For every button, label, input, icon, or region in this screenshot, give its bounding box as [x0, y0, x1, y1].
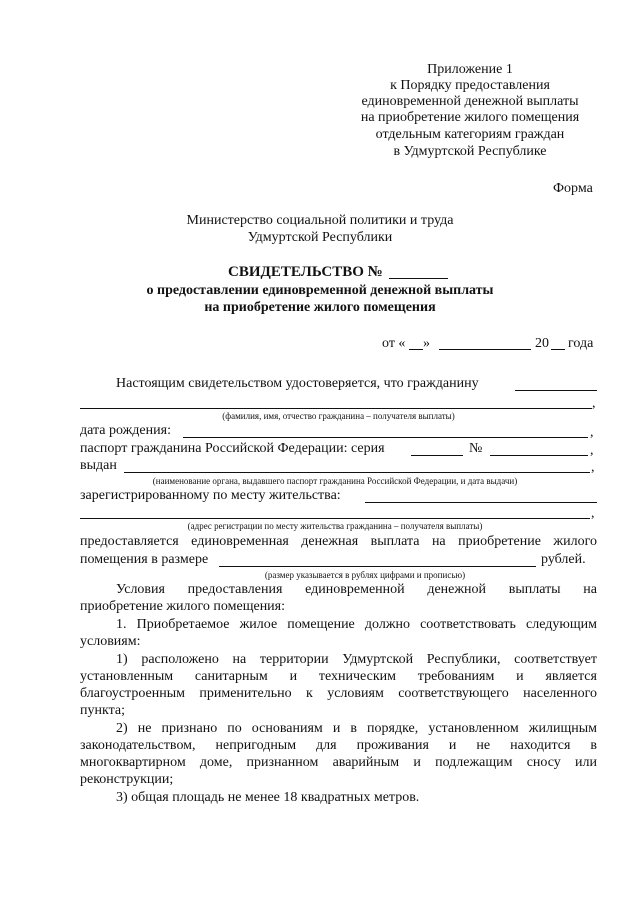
word: и [332, 721, 341, 736]
appendix-line: единовременной денежной выплаты [361, 94, 579, 109]
hint-amount: (размер указывается в рублях цифрами и прописью) [264, 570, 466, 580]
word: выплата [370, 534, 420, 549]
word: 2) [116, 721, 128, 736]
issued-label: выдан [80, 458, 117, 473]
sub2-line-2 [80, 738, 597, 754]
word: приобретение [458, 534, 541, 549]
sub2-line-1 [116, 721, 597, 737]
certificate-title: СВИДЕТЕЛЬСТВО № [228, 264, 383, 280]
word: признано [161, 721, 218, 736]
word: территории [259, 652, 329, 667]
word: должно [364, 617, 410, 632]
comma: , [590, 443, 594, 458]
word: сносу [526, 755, 561, 770]
comma: , [590, 425, 594, 440]
word: денежная [301, 534, 359, 549]
word: предоставляется [80, 534, 179, 549]
word: и [413, 755, 421, 770]
sub2-line-4: реконструкции; [80, 772, 174, 787]
sub3-line: 3) общая площадь не менее 18 квадратных метров. [116, 790, 420, 805]
word: законодательством, [80, 738, 196, 753]
word: Приобретаемое [136, 617, 230, 632]
word: по [227, 721, 242, 736]
word: соответствует [514, 652, 597, 667]
year-prefix: 20 [535, 336, 549, 351]
word: жилищным [528, 721, 597, 736]
word: Условия [116, 582, 165, 597]
ministry-name: Министерство социальной политики и труда [186, 213, 454, 228]
passport-number-sign: № [469, 441, 483, 456]
word: 1) [116, 652, 128, 667]
conditions-line-1 [116, 582, 597, 598]
word: 1. [116, 617, 127, 632]
passport-label: паспорт гражданина Российской Федерации: серия [80, 441, 385, 456]
sub1-line-4: пункта; [80, 703, 125, 718]
word: непригодным [215, 738, 297, 753]
word: и [448, 738, 457, 753]
name-blank-2 [80, 408, 592, 409]
word: применительно [199, 686, 292, 701]
comma: , [592, 396, 596, 411]
word: подлежащим [435, 755, 513, 770]
word: установленном [428, 721, 519, 736]
amount-blank [219, 566, 536, 567]
word: или [575, 755, 597, 770]
word: на [583, 582, 597, 597]
word: в [350, 721, 357, 736]
address-blank-2 [80, 518, 590, 519]
sub2-line-3 [80, 755, 597, 771]
word: единовременная [191, 534, 289, 549]
year-suffix: года [568, 336, 594, 351]
month-blank [439, 349, 531, 350]
word: признанном [246, 755, 319, 770]
comma: , [591, 460, 595, 475]
issued-blank [124, 472, 590, 473]
word: является [545, 669, 597, 684]
date-quote-close: » [423, 336, 430, 351]
name-blank-1 [515, 390, 597, 391]
word: выплаты [508, 582, 561, 597]
word: соответствовать [420, 617, 516, 632]
year-blank [551, 349, 565, 350]
word: предоставления [187, 582, 283, 597]
word: денежной [427, 582, 487, 597]
word: и [289, 669, 298, 684]
title-line-2: о предоставлении единовременной денежной выплаты [146, 283, 494, 298]
appendix-line: отдельным категориям граждан [375, 127, 565, 142]
word: соответствующего [398, 686, 509, 701]
registered-label: зарегистрированному по месту жительства: [80, 488, 341, 503]
dob-label: дата рождения: [80, 423, 171, 438]
day-blank [409, 349, 423, 350]
word: не [476, 738, 491, 753]
word: жилого [553, 534, 597, 549]
word: к [306, 686, 313, 701]
word: единовременной [305, 582, 405, 597]
passport-series-blank [411, 455, 463, 456]
intro-text: Настоящим свидетельством удостоверяется, что гражданину [116, 376, 479, 391]
word: расположено [141, 652, 219, 667]
grant-amount-label: помещения в размере [80, 552, 209, 567]
word: жилое [239, 617, 278, 632]
word: находится [510, 738, 571, 753]
hint-address: (адрес регистрации по месту жительства гражданина – получателя выплаты) [187, 521, 483, 531]
appendix-line: на приобретение жилого помещения [360, 110, 580, 125]
word: условиям [327, 686, 384, 701]
word: Удмуртской [342, 652, 414, 667]
word: порядке, [367, 721, 419, 736]
word: доме, [199, 755, 233, 770]
certificate-number-blank [389, 278, 448, 279]
appendix-line: Приложение 1 [427, 62, 513, 77]
ministry-region: Удмуртской Республики [247, 230, 393, 245]
word: и [516, 669, 524, 684]
word: основаниям [251, 721, 323, 736]
passport-number-blank [490, 455, 588, 456]
form-label: Форма [553, 181, 593, 196]
word: требованиям [417, 669, 495, 684]
word: многоквартирном [80, 755, 186, 770]
word: Республики, [426, 652, 501, 667]
word: техническим [318, 669, 396, 684]
address-blank-1 [365, 502, 597, 503]
dob-blank [183, 437, 588, 438]
word: следующим [526, 617, 597, 632]
word: проживания [356, 738, 429, 753]
word: населенного [523, 686, 597, 701]
hint-issued: (наименование органа, выдавшего паспорт гражданина Российской Федерации, и дата выдачи) [152, 476, 518, 486]
grant-currency: рублей. [541, 552, 586, 567]
comma: , [591, 506, 595, 521]
sub1-line-2 [80, 669, 597, 685]
sub1-line-3 [80, 686, 597, 702]
word: аварийным [332, 755, 400, 770]
word: санитарным [194, 669, 268, 684]
word: благоустроенным [80, 686, 185, 701]
appendix-line: к Порядку предоставления [390, 78, 550, 93]
date-from: от « [382, 336, 406, 351]
word: в [590, 738, 597, 753]
item1-line-2: условиям: [80, 634, 141, 649]
appendix-line: в Удмуртской Республике [393, 144, 547, 159]
grant-line-1 [80, 534, 597, 550]
word: не [137, 721, 152, 736]
word: на [232, 652, 247, 667]
hint-name: (фамилия, имя, отчество гражданина – получателя выплаты) [222, 411, 455, 421]
conditions-line-2: приобретение жилого помещения: [80, 599, 286, 614]
word: установленным [80, 669, 174, 684]
item1-line-1 [116, 617, 597, 633]
word: на [431, 534, 446, 549]
word: для [316, 738, 337, 753]
word: помещение [287, 617, 355, 632]
title-line-3: на приобретение жилого помещения [204, 300, 436, 315]
sub1-line-1 [116, 652, 597, 668]
